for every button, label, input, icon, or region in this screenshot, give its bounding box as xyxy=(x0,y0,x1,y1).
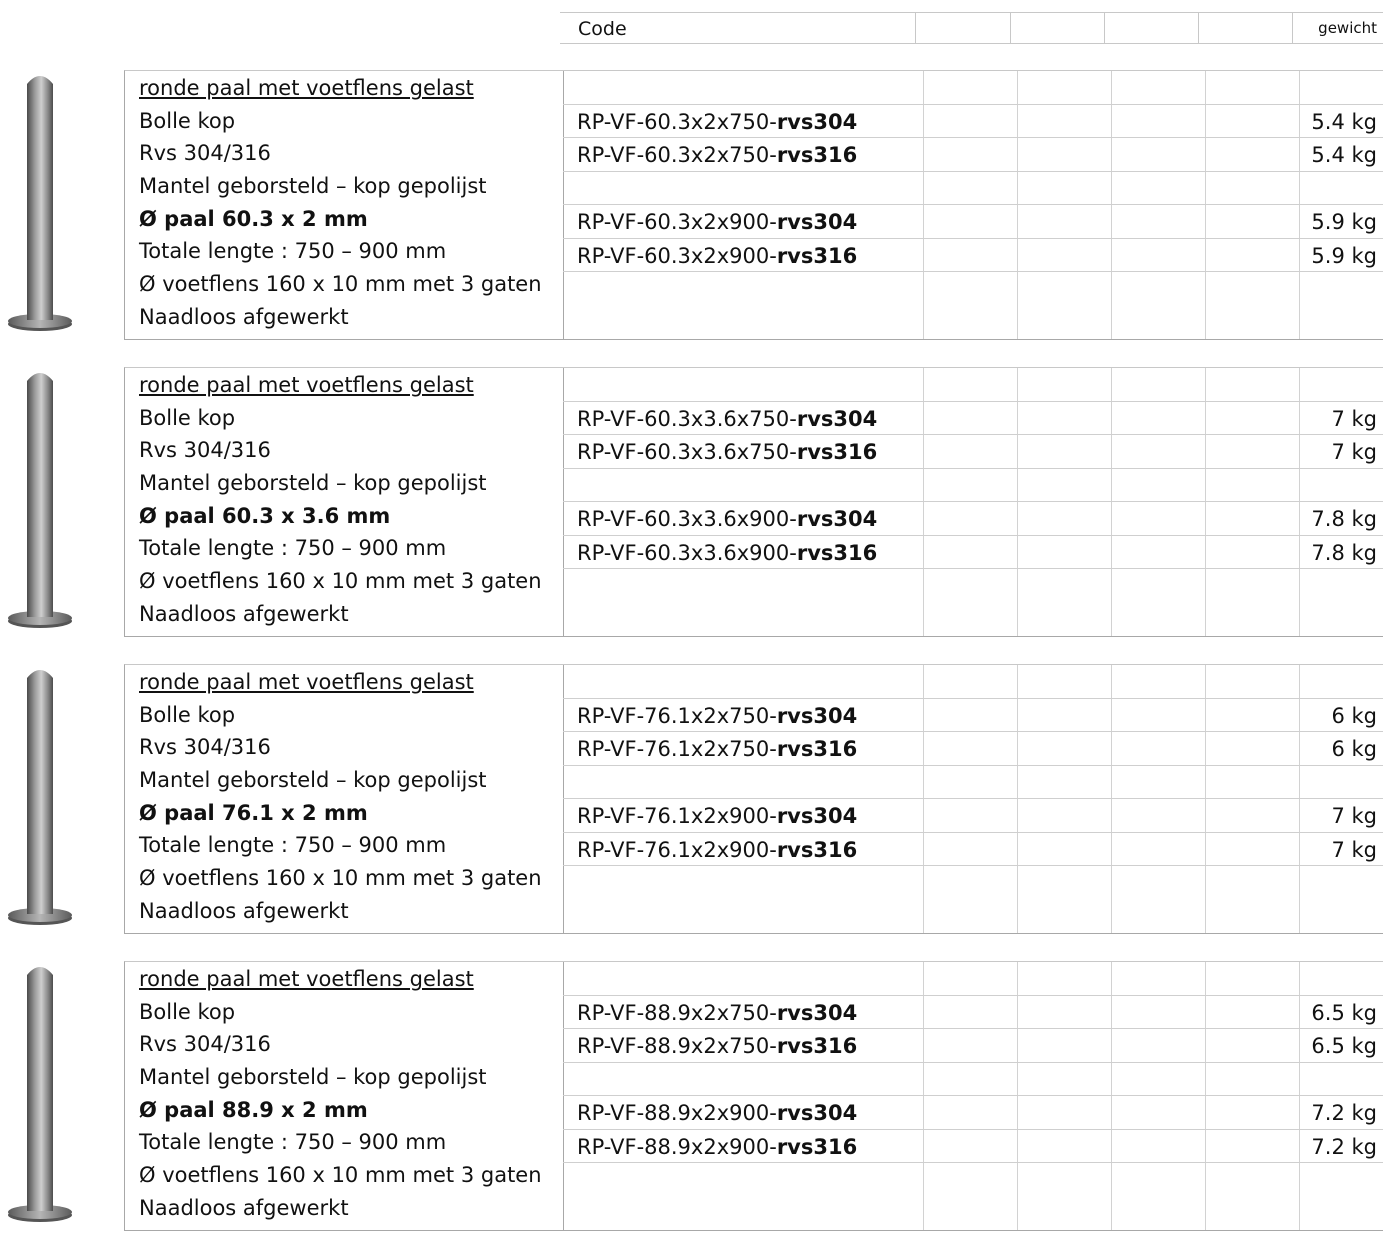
spec-line: Ø voetflens 160 x 10 mm met 3 gaten xyxy=(139,569,542,594)
spec-line: Ø paal 88.9 x 2 mm xyxy=(139,1097,368,1122)
spec-line: Totale lengte : 750 – 900 mm xyxy=(139,1130,447,1155)
product-code-prefix: RP-VF-76.1x2x750- xyxy=(577,704,777,728)
spec-line: Bolle kop xyxy=(139,702,236,727)
column-divider xyxy=(563,71,564,339)
product-code-material: rvs304 xyxy=(776,1001,858,1025)
product-code xyxy=(577,838,857,862)
column-divider xyxy=(1299,665,1300,933)
product-code-material: rvs304 xyxy=(776,210,858,234)
product-weight: 5.9 kg xyxy=(1311,244,1377,268)
product-title: ronde paal met voetflens gelast xyxy=(139,670,474,694)
spec-line: Naadloos afgewerkt xyxy=(139,898,349,923)
product-code-prefix: RP-VF-60.3x2x900- xyxy=(577,210,777,234)
product-code-prefix: RP-VF-88.9x2x750- xyxy=(577,1034,777,1058)
row-divider xyxy=(563,1162,1383,1163)
row-divider xyxy=(563,238,1383,239)
code-column-header: Code xyxy=(578,18,627,40)
spec-line: Ø paal 60.3 x 3.6 mm xyxy=(139,503,391,528)
row-divider xyxy=(563,1095,1383,1096)
bollard-image xyxy=(6,961,74,1225)
row-divider xyxy=(563,995,1383,996)
product-code-material: rvs304 xyxy=(776,1101,858,1125)
column-divider xyxy=(923,71,924,339)
product-table xyxy=(124,367,1383,637)
spec-line: Ø paal 60.3 x 2 mm xyxy=(139,206,368,231)
product-code-prefix: RP-VF-88.9x2x750- xyxy=(577,1001,777,1025)
product-code-material: rvs304 xyxy=(796,407,878,431)
spec-line: Rvs 304/316 xyxy=(139,141,271,166)
product-title: ronde paal met voetflens gelast xyxy=(139,967,474,991)
product-code xyxy=(577,1001,857,1025)
product-code xyxy=(577,804,857,828)
product-code xyxy=(577,507,877,531)
spec-line: Mantel geborsteld – kop gepolijst xyxy=(139,174,487,199)
product-code-prefix: RP-VF-76.1x2x900- xyxy=(577,804,777,828)
column-divider xyxy=(1017,962,1018,1230)
row-divider xyxy=(563,501,1383,502)
product-code-prefix: RP-VF-60.3x3.6x900- xyxy=(577,541,797,565)
product-weight: 5.9 kg xyxy=(1311,210,1377,234)
bollard-image xyxy=(6,70,74,334)
row-divider xyxy=(563,865,1383,866)
spec-line: Rvs 304/316 xyxy=(139,1032,271,1057)
product-description xyxy=(139,666,559,928)
spec-line: Ø voetflens 160 x 10 mm met 3 gaten xyxy=(139,1163,542,1188)
product-weight: 7.8 kg xyxy=(1311,541,1377,565)
product-description xyxy=(139,963,559,1225)
product-code-prefix: RP-VF-60.3x3.6x900- xyxy=(577,507,797,531)
product-code-prefix: RP-VF-60.3x2x900- xyxy=(577,244,777,268)
column-divider xyxy=(1111,962,1112,1230)
row-divider xyxy=(563,731,1383,732)
column-divider xyxy=(563,962,564,1230)
product-code xyxy=(577,737,857,761)
row-divider xyxy=(563,171,1383,172)
product-description xyxy=(139,369,559,631)
product-block xyxy=(0,961,1383,1233)
row-divider xyxy=(563,568,1383,569)
product-code-material: rvs316 xyxy=(776,737,858,761)
column-divider xyxy=(1299,368,1300,636)
product-title: ronde paal met voetflens gelast xyxy=(139,76,474,100)
product-code-material: rvs316 xyxy=(776,838,858,862)
column-divider xyxy=(1010,13,1011,43)
bollard-image xyxy=(6,367,74,631)
product-block xyxy=(0,367,1383,639)
row-divider xyxy=(563,1062,1383,1063)
column-divider xyxy=(1104,13,1105,43)
spec-line: Mantel geborsteld – kop gepolijst xyxy=(139,471,487,496)
row-divider xyxy=(563,401,1383,402)
table-header xyxy=(560,12,1383,44)
column-divider xyxy=(1205,368,1206,636)
product-table xyxy=(124,961,1383,1231)
spec-line: Totale lengte : 750 – 900 mm xyxy=(139,536,447,561)
column-divider xyxy=(1292,13,1293,43)
product-weight: 7 kg xyxy=(1331,804,1377,828)
product-code-prefix: RP-VF-60.3x2x750- xyxy=(577,143,777,167)
row-divider xyxy=(563,468,1383,469)
column-divider xyxy=(923,368,924,636)
product-code-material: rvs316 xyxy=(796,440,878,464)
product-code-prefix: RP-VF-60.3x3.6x750- xyxy=(577,440,797,464)
column-divider xyxy=(563,665,564,933)
column-divider xyxy=(915,13,916,43)
product-weight: 5.4 kg xyxy=(1311,110,1377,134)
product-weight: 7 kg xyxy=(1331,440,1377,464)
row-divider xyxy=(563,271,1383,272)
product-code-prefix: RP-VF-60.3x3.6x750- xyxy=(577,407,797,431)
product-code xyxy=(577,1034,857,1058)
product-code xyxy=(577,1135,857,1159)
product-code xyxy=(577,143,857,167)
product-weight: 6 kg xyxy=(1331,737,1377,761)
product-weight: 6.5 kg xyxy=(1311,1001,1377,1025)
product-code xyxy=(577,704,857,728)
product-code-prefix: RP-VF-76.1x2x900- xyxy=(577,838,777,862)
product-code-material: rvs304 xyxy=(776,804,858,828)
product-code-material: rvs316 xyxy=(796,541,878,565)
product-weight: 5.4 kg xyxy=(1311,143,1377,167)
row-divider xyxy=(563,765,1383,766)
product-code xyxy=(577,210,857,234)
spec-line: Totale lengte : 750 – 900 mm xyxy=(139,239,447,264)
product-weight: 6.5 kg xyxy=(1311,1034,1377,1058)
product-weight: 6 kg xyxy=(1331,704,1377,728)
spec-line: Mantel geborsteld – kop gepolijst xyxy=(139,768,487,793)
product-code-material: rvs316 xyxy=(776,143,858,167)
spec-line: Ø voetflens 160 x 10 mm met 3 gaten xyxy=(139,272,542,297)
row-divider xyxy=(563,1129,1383,1130)
column-divider xyxy=(923,962,924,1230)
spec-line: Mantel geborsteld – kop gepolijst xyxy=(139,1065,487,1090)
product-code-prefix: RP-VF-88.9x2x900- xyxy=(577,1101,777,1125)
column-divider xyxy=(1205,665,1206,933)
column-divider xyxy=(1017,665,1018,933)
spec-line: Naadloos afgewerkt xyxy=(139,601,349,626)
product-code-material: rvs304 xyxy=(776,704,858,728)
row-divider xyxy=(563,832,1383,833)
row-divider xyxy=(563,798,1383,799)
product-code-material: rvs316 xyxy=(776,1034,858,1058)
row-divider xyxy=(563,434,1383,435)
column-divider xyxy=(1111,71,1112,339)
row-divider xyxy=(563,535,1383,536)
product-description xyxy=(139,72,559,334)
product-block xyxy=(0,664,1383,936)
column-divider xyxy=(563,368,564,636)
column-divider xyxy=(1017,71,1018,339)
column-divider xyxy=(1205,71,1206,339)
spec-line: Bolle kop xyxy=(139,405,236,430)
product-code-material: rvs304 xyxy=(796,507,878,531)
product-code-material: rvs316 xyxy=(776,1135,858,1159)
product-code xyxy=(577,541,877,565)
spec-line: Bolle kop xyxy=(139,108,236,133)
product-code-prefix: RP-VF-60.3x2x750- xyxy=(577,110,777,134)
spec-line: Rvs 304/316 xyxy=(139,438,271,463)
spec-line: Totale lengte : 750 – 900 mm xyxy=(139,833,447,858)
product-code-prefix: RP-VF-88.9x2x900- xyxy=(577,1135,777,1159)
column-divider xyxy=(1299,962,1300,1230)
row-divider xyxy=(563,204,1383,205)
product-code-material: rvs304 xyxy=(776,110,858,134)
product-code xyxy=(577,440,877,464)
row-divider xyxy=(563,137,1383,138)
product-weight: 7.8 kg xyxy=(1311,507,1377,531)
column-divider xyxy=(1198,13,1199,43)
product-weight: 7 kg xyxy=(1331,407,1377,431)
product-code xyxy=(577,110,857,134)
product-block xyxy=(0,70,1383,342)
spec-line: Ø voetflens 160 x 10 mm met 3 gaten xyxy=(139,866,542,891)
column-divider xyxy=(923,665,924,933)
product-weight: 7 kg xyxy=(1331,838,1377,862)
column-divider xyxy=(1299,71,1300,339)
column-divider xyxy=(1111,665,1112,933)
spec-line: Ø paal 76.1 x 2 mm xyxy=(139,800,368,825)
row-divider xyxy=(563,104,1383,105)
row-divider xyxy=(563,1028,1383,1029)
product-table xyxy=(124,70,1383,340)
column-divider xyxy=(1205,962,1206,1230)
row-divider xyxy=(563,698,1383,699)
bollard-image xyxy=(6,664,74,928)
spec-line: Bolle kop xyxy=(139,999,236,1024)
product-weight: 7.2 kg xyxy=(1311,1101,1377,1125)
column-divider xyxy=(1111,368,1112,636)
product-code-prefix: RP-VF-76.1x2x750- xyxy=(577,737,777,761)
spec-line: Naadloos afgewerkt xyxy=(139,1195,349,1220)
spec-line: Rvs 304/316 xyxy=(139,735,271,760)
product-code-material: rvs316 xyxy=(776,244,858,268)
column-divider xyxy=(1017,368,1018,636)
spec-line: Naadloos afgewerkt xyxy=(139,304,349,329)
product-title: ronde paal met voetflens gelast xyxy=(139,373,474,397)
product-weight: 7.2 kg xyxy=(1311,1135,1377,1159)
product-code xyxy=(577,1101,857,1125)
product-table xyxy=(124,664,1383,934)
weight-column-header: gewicht xyxy=(1318,19,1377,37)
product-code xyxy=(577,407,877,431)
product-code xyxy=(577,244,857,268)
